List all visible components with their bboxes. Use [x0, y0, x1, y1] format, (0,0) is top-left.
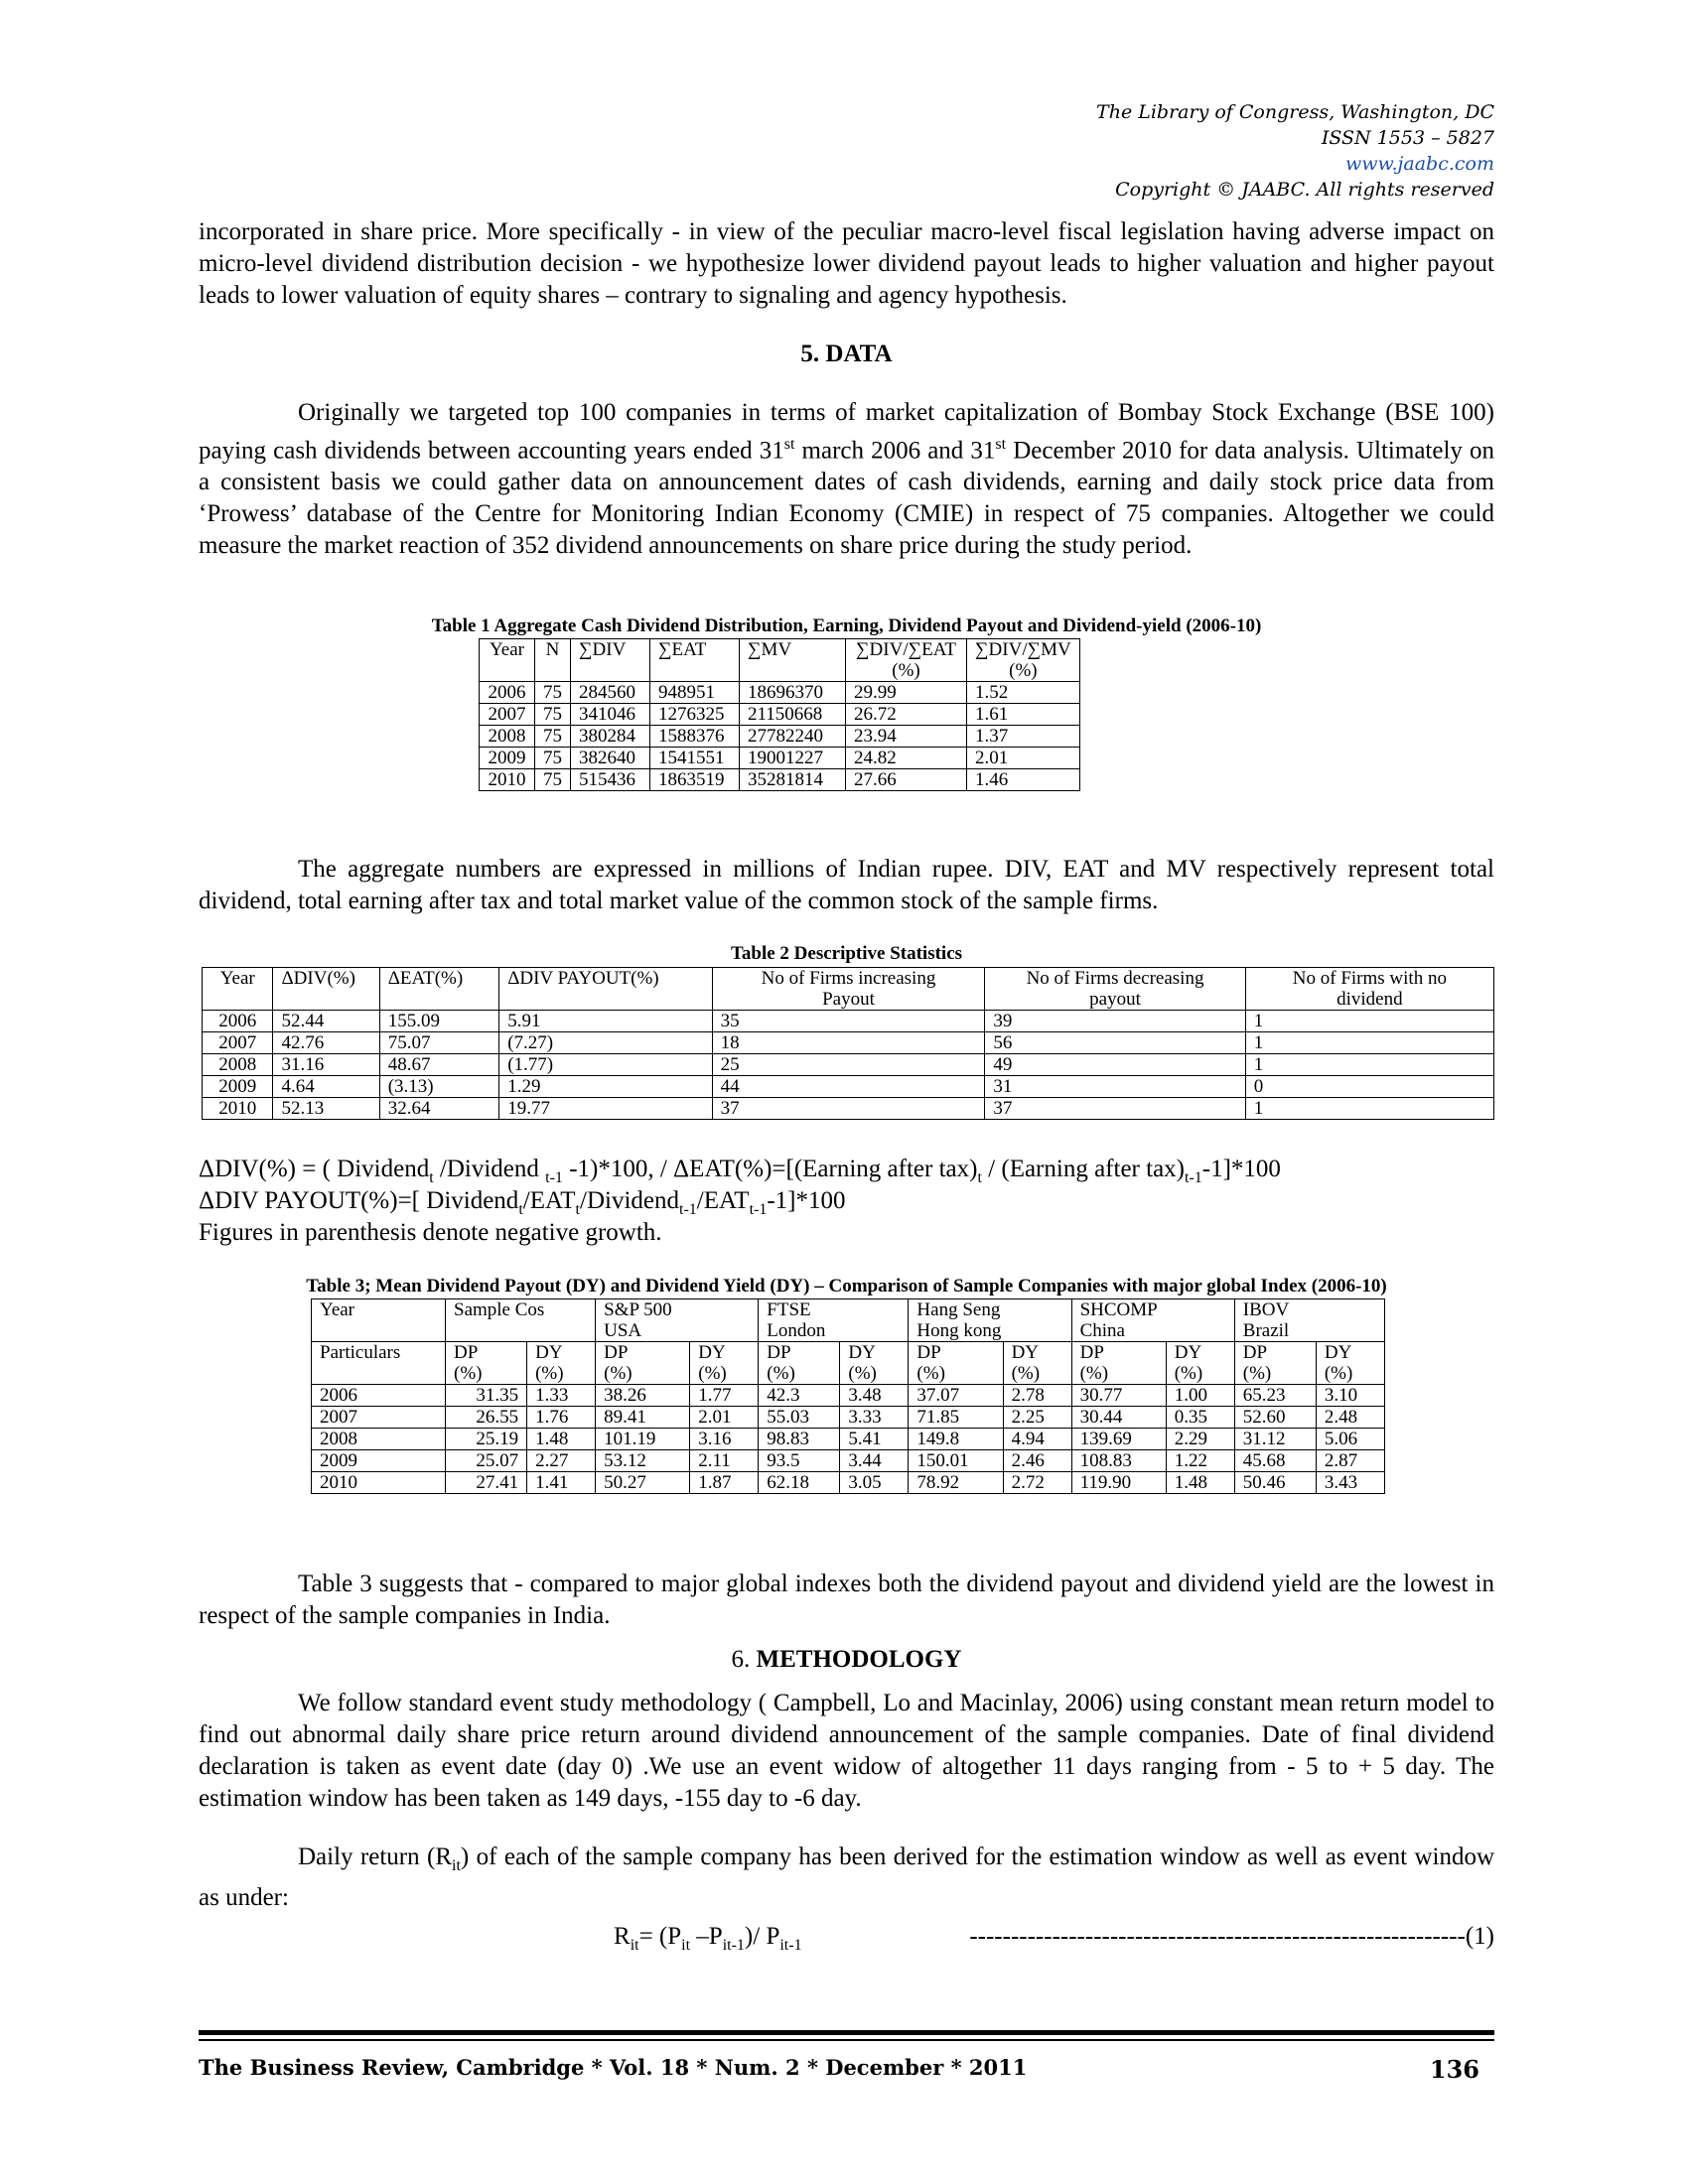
table-row [312, 1385, 1385, 1407]
table-cell: 1.76 [527, 1407, 596, 1429]
table-cell: 1.87 [690, 1472, 759, 1494]
column-header: DY (%) [1003, 1342, 1071, 1385]
table-cell: 0 [1245, 1076, 1493, 1098]
table-cell: 284560 [571, 682, 650, 704]
header-copyright: Copyright © JAABC. All rights reserved [1115, 179, 1494, 201]
table-cell: 1.37 [967, 726, 1080, 748]
table-cell: 1.48 [527, 1429, 596, 1450]
table-cell: 35 [712, 1011, 985, 1032]
table-cell: 52.13 [273, 1098, 379, 1120]
group-header: IBOV Brazil [1234, 1299, 1384, 1342]
table-cell: 2008 [480, 726, 535, 748]
table-row [480, 748, 1080, 769]
group-header: SHCOMP China [1071, 1299, 1234, 1342]
data-paragraph: Originally we targeted top 100 companies in terms of market capitalization of Bombay Stock Exchange (BSE 100) paying cash dividends between accounting years ended 31st march 2006 and 31st December 2010 for data analysis. Ultimately on a consistent basis we could gather data on announcement dates of cash dividends, earning and daily stock price data from ‘Prowess’ database of the Centre for Monitoring Indian Economy (CMIE) in respect of 75 companies. Altogether we could measure the market reaction of 352 dividend announcements on share price during the study period. [199, 399, 1494, 560]
column-header: ΔEAT(%) [379, 968, 499, 1011]
section-5-heading: 5. DATA [800, 341, 893, 367]
column-header: DP (%) [596, 1342, 690, 1385]
table-cell: 25.07 [446, 1450, 527, 1472]
column-header: DY (%) [1166, 1342, 1234, 1385]
table-cell: 2009 [312, 1450, 446, 1472]
table-cell: 3.48 [840, 1385, 909, 1407]
table-cell: 1.48 [1166, 1472, 1234, 1494]
table-cell: 52.44 [273, 1011, 379, 1032]
table-cell: 2.01 [967, 748, 1080, 769]
table-cell: 150.01 [909, 1450, 1003, 1472]
table-row [203, 1098, 1494, 1120]
table-3-note: Table 3 suggests that - compared to major global indexes both the dividend payout and dividend yield are the lowest in respect of the sample companies in India. [199, 1570, 1494, 1629]
table-cell: 3.43 [1316, 1472, 1384, 1494]
column-header: DP (%) [1234, 1342, 1316, 1385]
table-cell: 2008 [312, 1429, 446, 1450]
section-6-heading: 6. METHODOLOGY [731, 1646, 962, 1673]
table-cell: 27.41 [446, 1472, 527, 1494]
footer-journal: The Business Review, Cambridge * Vol. 18 * Num. 2 * December * 2011 [199, 2055, 1028, 2080]
column-header: ∑DIV/∑MV (%) [967, 639, 1080, 682]
table-cell: 19001227 [740, 748, 846, 769]
column-header: ∑MV [740, 639, 846, 682]
table-cell: 1.00 [1166, 1385, 1234, 1407]
column-header: DP (%) [1071, 1342, 1166, 1385]
table-2-caption: Table 2 Descriptive Statistics [730, 943, 963, 964]
group-header: FTSE London [759, 1299, 909, 1342]
table-cell: 31.12 [1234, 1429, 1316, 1450]
column-header: No of Firms with no dividend [1245, 968, 1493, 1011]
table-cell: 25.19 [446, 1429, 527, 1450]
table-cell: 948951 [650, 682, 740, 704]
column-header: No of Firms decreasing payout [985, 968, 1245, 1011]
table-cell: 515436 [571, 769, 650, 791]
table-cell: (7.27) [499, 1032, 712, 1054]
header-issn: ISSN 1553 – 5827 [1321, 127, 1494, 149]
column-header: DY (%) [1316, 1342, 1384, 1385]
table-cell: 2.11 [690, 1450, 759, 1472]
table-cell: 38.26 [596, 1385, 690, 1407]
table-cell: 1588376 [650, 726, 740, 748]
table-row [312, 1407, 1385, 1429]
table-cell: (1.77) [499, 1054, 712, 1076]
table-cell: 75 [535, 748, 571, 769]
column-header: DY (%) [527, 1342, 596, 1385]
table-cell: 2007 [203, 1032, 273, 1054]
table-cell: 4.64 [273, 1076, 379, 1098]
table-cell: 3.33 [840, 1407, 909, 1429]
column-header: ∑DIV/∑EAT (%) [846, 639, 967, 682]
table-cell: 62.18 [759, 1472, 840, 1494]
table-cell: 26.55 [446, 1407, 527, 1429]
table-cell: 3.10 [1316, 1385, 1384, 1407]
table-cell: 93.5 [759, 1450, 840, 1472]
group-header: Sample Cos [446, 1299, 596, 1342]
table-cell: 5.06 [1316, 1429, 1384, 1450]
table-cell: 65.23 [1234, 1385, 1316, 1407]
column-header: DP (%) [759, 1342, 840, 1385]
header-url[interactable]: www.jaabc.com [1344, 153, 1494, 175]
header-library: The Library of Congress, Washington, DC [1096, 101, 1494, 123]
equation-number: ------------------------------------------------------------(1) [969, 1923, 1494, 1950]
table-cell: 78.92 [909, 1472, 1003, 1494]
methodology-paragraph: We follow standard event study methodology ( Campbell, Lo and Macinlay, 2006) using constant mean return model to find out abnormal daily share price return around dividend announcement of the sample companies. Date of final dividend declaration is taken as event date (day 0) .We use an event widow of altogether 11 days ranging from - 5 to + 5 day. The estimation window has been taken as 149 days, -155 day to -6 day. [199, 1690, 1494, 1812]
table-cell: 75 [535, 769, 571, 791]
table-cell: 2006 [312, 1385, 446, 1407]
table-cell: 49 [985, 1054, 1245, 1076]
table-cell: 1.46 [967, 769, 1080, 791]
table-cell: 2.78 [1003, 1385, 1071, 1407]
table-row [480, 682, 1080, 704]
table-cell: 1 [1245, 1098, 1493, 1120]
column-header: N [535, 639, 571, 682]
table-cell: 1.33 [527, 1385, 596, 1407]
table-row [480, 704, 1080, 726]
table-row [203, 1032, 1494, 1054]
table-cell: 37 [712, 1098, 985, 1120]
table-1 [479, 638, 1080, 791]
table-cell: 25 [712, 1054, 985, 1076]
table-cell: 3.44 [840, 1450, 909, 1472]
table-cell: 2009 [480, 748, 535, 769]
table-cell: 0.35 [1166, 1407, 1234, 1429]
table-cell: 4.94 [1003, 1429, 1071, 1450]
table-cell: 2.29 [1166, 1429, 1234, 1450]
table-header-row [480, 639, 1080, 682]
table-cell: 1276325 [650, 704, 740, 726]
table-cell: 1 [1245, 1011, 1493, 1032]
table-cell: 27782240 [740, 726, 846, 748]
column-header: ∑DIV [571, 639, 650, 682]
column-header: DP (%) [446, 1342, 527, 1385]
table-cell: 53.12 [596, 1450, 690, 1472]
table-row [312, 1472, 1385, 1494]
table-cell: 1863519 [650, 769, 740, 791]
table-cell: 2010 [203, 1098, 273, 1120]
column-header: DP (%) [909, 1342, 1003, 1385]
column-header: ∑EAT [650, 639, 740, 682]
table-cell: 108.83 [1071, 1450, 1166, 1472]
table-cell: 149.8 [909, 1429, 1003, 1450]
table-cell: 32.64 [379, 1098, 499, 1120]
table-row [480, 726, 1080, 748]
table-cell: 3.05 [840, 1472, 909, 1494]
table-row [312, 1450, 1385, 1472]
journal-header [899, 99, 1494, 203]
column-header: DY (%) [690, 1342, 759, 1385]
table-2 [202, 967, 1494, 1120]
table-2-footnote: Figures in parenthesis denote negative growth. [199, 1219, 662, 1246]
table-header-row [312, 1299, 1385, 1342]
column-header: ΔDIV PAYOUT(%) [499, 968, 712, 1011]
table-cell: 19.77 [499, 1098, 712, 1120]
table-cell: 2.01 [690, 1407, 759, 1429]
table-cell: 89.41 [596, 1407, 690, 1429]
table-cell: 48.67 [379, 1054, 499, 1076]
table-cell: 2010 [312, 1472, 446, 1494]
table-cell: 44 [712, 1076, 985, 1098]
intro-paragraph: incorporated in share price. More specifically - in view of the peculiar macro-level fiscal legislation having adverse impact on micro-level dividend distribution decision - we hypothesize lower dividend payout leads to higher valuation and higher payout leads to lower valuation of equity shares – contrary to signaling and agency hypothesis. [199, 218, 1494, 309]
table-cell: (3.13) [379, 1076, 499, 1098]
table-cell: 37 [985, 1098, 1245, 1120]
table-cell: 18696370 [740, 682, 846, 704]
page-number: 136 [1429, 2055, 1479, 2084]
return-equation: $R_{it}= (P_{it}$ $-P_{it-1})/$ $P_{it-1}$ [614, 1923, 802, 1954]
table-cell: 1.29 [499, 1076, 712, 1098]
column-header: Particulars [312, 1342, 446, 1385]
table-1-caption: Table 1 Aggregate Cash Dividend Distribution, Earning, Dividend Payout and Dividend-yield (2006-10) [431, 615, 1262, 636]
table-1-note: The aggregate numbers are expressed in millions of Indian rupee. DIV, EAT and MV respectively represent total dividend, total earning after tax and total market value of the common stock of the sample firms. [199, 856, 1494, 914]
group-header: Year [312, 1299, 446, 1342]
table-cell: 341046 [571, 704, 650, 726]
table-cell: 5.91 [499, 1011, 712, 1032]
group-header: S&P 500 USA [596, 1299, 759, 1342]
table-cell: 71.85 [909, 1407, 1003, 1429]
table-cell: 2.27 [527, 1450, 596, 1472]
table-cell: 1.22 [1166, 1450, 1234, 1472]
table-cell: 75 [535, 704, 571, 726]
table-cell: 75 [535, 726, 571, 748]
table-cell: 42.3 [759, 1385, 840, 1407]
table-cell: 50.27 [596, 1472, 690, 1494]
table-cell: 2007 [312, 1407, 446, 1429]
table-cell: 98.83 [759, 1429, 840, 1450]
table-cell: 2.48 [1316, 1407, 1384, 1429]
table-cell: 30.77 [1071, 1385, 1166, 1407]
table-cell: 1 [1245, 1054, 1493, 1076]
table-cell: 1541551 [650, 748, 740, 769]
table-cell: 382640 [571, 748, 650, 769]
table-cell: 1 [1245, 1032, 1493, 1054]
table-cell: 75.07 [379, 1032, 499, 1054]
table-2-formula-1: ΔDIV(%) = ( Dividend$_t$ /Dividend $_{t-1}$ -1)*100, / ΔEAT(%)=[(Earning after $tax)_t$ / (Earning after $tax)_{t-1}-1]*100$ [199, 1156, 1281, 1186]
table-cell: 31 [985, 1076, 1245, 1098]
table-cell: 23.94 [846, 726, 967, 748]
table-cell: 2.87 [1316, 1450, 1384, 1472]
column-header: Year [203, 968, 273, 1011]
return-paragraph: Daily return $(R_{it})$ of each of the sample company has been derived for the estimation window as well as event window as under: [199, 1843, 1495, 1911]
table-cell: 2006 [480, 682, 535, 704]
footer-rule-thin [199, 2039, 1494, 2041]
table-cell: 55.03 [759, 1407, 840, 1429]
table-cell: 31.16 [273, 1054, 379, 1076]
table-cell: 42.76 [273, 1032, 379, 1054]
table-cell: 2007 [480, 704, 535, 726]
table-row [480, 769, 1080, 791]
table-row [312, 1429, 1385, 1450]
table-cell: 26.72 [846, 704, 967, 726]
table-cell: 27.66 [846, 769, 967, 791]
table-cell: 1.52 [967, 682, 1080, 704]
table-cell: 1.41 [527, 1472, 596, 1494]
table-cell: 119.90 [1071, 1472, 1166, 1494]
table-cell: 39 [985, 1011, 1245, 1032]
column-header: No of Firms increasing Payout [712, 968, 985, 1011]
table-3-caption: Table 3; Mean Dividend Payout (DY) and Dividend Yield (DY) – Comparison of Sample Companies with major global Index (2006-10) [306, 1276, 1387, 1297]
table-cell: 155.09 [379, 1011, 499, 1032]
table-cell: 29.99 [846, 682, 967, 704]
table-cell: 2.25 [1003, 1407, 1071, 1429]
table-cell: 24.82 [846, 748, 967, 769]
table-cell: 1.77 [690, 1385, 759, 1407]
table-cell: 50.46 [1234, 1472, 1316, 1494]
table-cell: 380284 [571, 726, 650, 748]
column-header: ΔDIV(%) [273, 968, 379, 1011]
table-3 [311, 1298, 1385, 1494]
table-cell: 35281814 [740, 769, 846, 791]
table-header-row [203, 968, 1494, 1011]
table-cell: 5.41 [840, 1429, 909, 1450]
footer-rule [199, 2030, 1494, 2035]
column-header: DY (%) [840, 1342, 909, 1385]
table-cell: 21150668 [740, 704, 846, 726]
table-2-formula-2: ΔDIV PAYOUT(%)=[ $Dividend_t/EAT_t/Dividend_{t-1}/EAT_{t-1}-1]*100$ [199, 1187, 846, 1218]
table-subheader-row [312, 1342, 1385, 1385]
table-cell: 101.19 [596, 1429, 690, 1450]
table-cell: 2009 [203, 1076, 273, 1098]
table-cell: 37.07 [909, 1385, 1003, 1407]
table-row [203, 1076, 1494, 1098]
column-header: Year [480, 639, 535, 682]
table-cell: 2008 [203, 1054, 273, 1076]
table-cell: 2.46 [1003, 1450, 1071, 1472]
table-cell: 56 [985, 1032, 1245, 1054]
table-cell: 30.44 [1071, 1407, 1166, 1429]
table-cell: 2010 [480, 769, 535, 791]
table-row [203, 1011, 1494, 1032]
page-footer [199, 2055, 1479, 2084]
table-cell: 2006 [203, 1011, 273, 1032]
table-cell: 3.16 [690, 1429, 759, 1450]
table-cell: 18 [712, 1032, 985, 1054]
table-row [203, 1054, 1494, 1076]
table-cell: 139.69 [1071, 1429, 1166, 1450]
table-cell: 75 [535, 682, 571, 704]
table-cell: 2.72 [1003, 1472, 1071, 1494]
table-cell: 45.68 [1234, 1450, 1316, 1472]
table-cell: 31.35 [446, 1385, 527, 1407]
table-cell: 1.61 [967, 704, 1080, 726]
table-cell: 52.60 [1234, 1407, 1316, 1429]
group-header: Hang Seng Hong kong [909, 1299, 1071, 1342]
